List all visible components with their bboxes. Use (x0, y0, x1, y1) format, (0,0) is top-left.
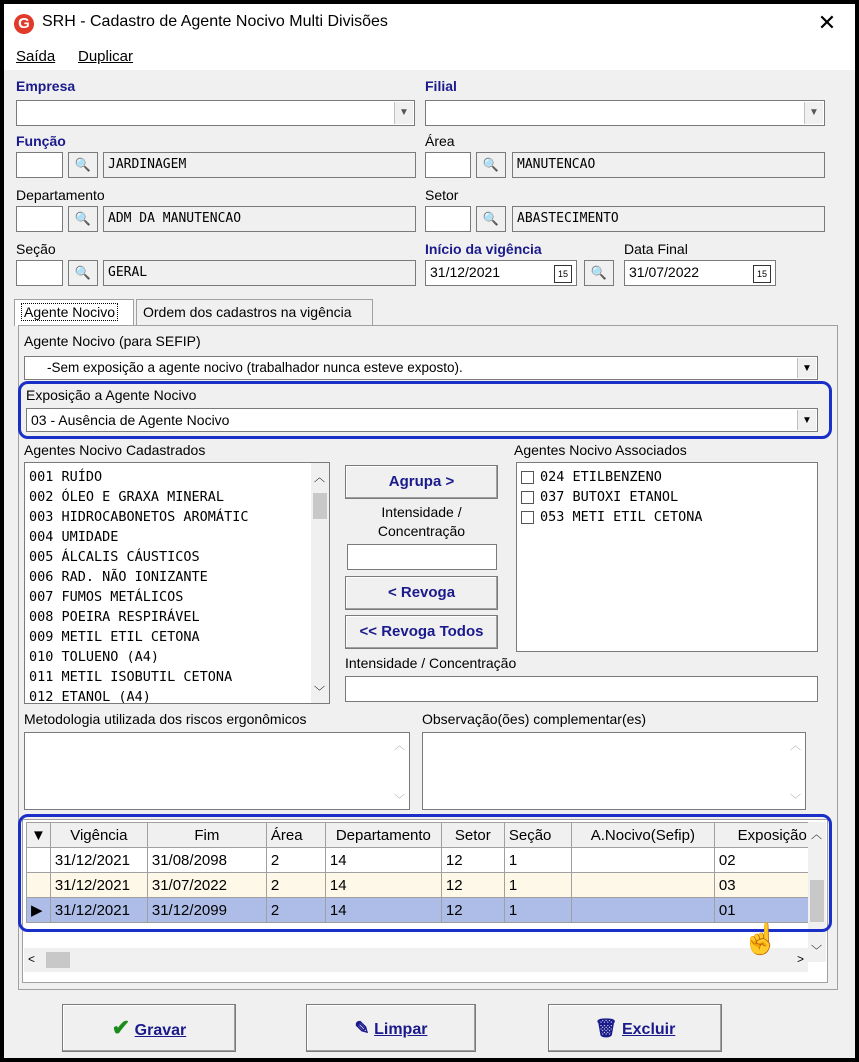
cell-secao[interactable]: 1 (504, 873, 571, 898)
metodologia-textarea[interactable] (24, 732, 410, 810)
grid-hscroll[interactable] (24, 948, 808, 972)
sefip-dropdown[interactable] (24, 356, 818, 380)
cadastrados-list[interactable] (24, 462, 330, 704)
row-indicator-header: ▼ (27, 823, 51, 848)
trash-icon: 🗑 (594, 1018, 618, 1038)
grid-header[interactable]: Exposição (714, 823, 811, 848)
cell-departamento[interactable]: 14 (325, 898, 441, 923)
list-item-label: 053 METI ETIL CETONA (540, 509, 703, 525)
grid-header[interactable]: Área (266, 823, 325, 848)
filial-dropdown[interactable] (425, 100, 825, 126)
inicio-vigencia-input[interactable] (425, 260, 577, 286)
intensidade2-label: Intensidade / Concentração (345, 655, 517, 671)
menu-duplicar[interactable]: Duplicar (78, 48, 134, 65)
tab-agente-nocivo[interactable] (14, 299, 134, 326)
list-item[interactable]: 001 RUÍDO (29, 469, 103, 485)
setor-description: ABASTECIMENTO (512, 206, 825, 232)
grid-header[interactable]: Fim (147, 823, 266, 848)
revoga-button[interactable]: < Revoga (345, 576, 498, 610)
cell-secao[interactable]: 1 (504, 898, 571, 923)
inicio-vigencia-value: 31/12/2021 (430, 264, 501, 280)
tab-agente-nocivo-label: Agente Nocivo (21, 303, 118, 321)
intensidade2-input[interactable] (345, 676, 818, 702)
chevron-up-icon[interactable]: ︿ (811, 829, 822, 841)
title-bar (4, 4, 855, 42)
gravar-button[interactable] (62, 1004, 236, 1052)
observacao-scrollbar[interactable] (787, 733, 805, 809)
binoculars-icon[interactable]: 🔍 (68, 260, 98, 286)
chevron-down-icon[interactable]: ▼ (797, 410, 816, 430)
empresa-label: Empresa (16, 78, 76, 94)
observacao-label: Observação(ões) complementar(es) (422, 711, 647, 727)
chevron-down-icon[interactable]: ▼ (804, 102, 823, 124)
checkbox[interactable] (521, 471, 534, 484)
app-logo-icon: G (14, 14, 34, 34)
calendar-icon[interactable]: 15 (554, 265, 572, 283)
limpar-label: Limpar (374, 1021, 428, 1038)
cadastrados-label: Agentes Nocivo Cadastrados (24, 442, 206, 458)
list-item[interactable] (517, 507, 817, 527)
chevron-up-icon[interactable]: ︿ (394, 740, 405, 752)
exposicao-highlight (18, 381, 832, 439)
cell-setor[interactable]: 12 (441, 898, 504, 923)
area-code-input[interactable] (425, 152, 471, 178)
cell-departamento[interactable]: 14 (325, 873, 441, 898)
list-item[interactable]: 011 METIL ISOBUTIL CETONA (29, 669, 233, 685)
cell-fim[interactable]: 31/12/2099 (147, 898, 266, 923)
binoculars-icon[interactable]: 🔍 (584, 260, 614, 286)
filial-label: Filial (425, 78, 457, 94)
empresa-dropdown[interactable] (16, 100, 415, 126)
cell-fim[interactable]: 31/08/2098 (147, 848, 266, 873)
list-item-label: 024 ETILBENZENO (540, 469, 662, 485)
grid-header[interactable]: Setor (441, 823, 504, 848)
cell-exposicao[interactable]: 02 (714, 848, 811, 873)
exposicao-value: 03 - Ausência de Agente Nocivo (31, 412, 230, 428)
data-final-value: 31/07/2022 (629, 264, 700, 280)
cadastrados-scrollbar[interactable] (311, 463, 329, 703)
sefip-value: -Sem exposição a agente nocivo (trabalhador nunca esteve exposto). (47, 360, 463, 375)
grid-header[interactable]: Vigência (50, 823, 147, 848)
row-pointer-icon: ▶ (27, 898, 51, 923)
chevron-right-icon[interactable]: > (796, 952, 804, 966)
list-item[interactable]: 012 ETANOL (A4) (29, 689, 151, 704)
cell-area[interactable]: 2 (266, 848, 325, 873)
hand-cursor-icon: ☝ (742, 923, 780, 956)
cell-vigencia[interactable]: 31/12/2021 (50, 848, 147, 873)
area-label: Área (425, 133, 455, 149)
data-final-label: Data Final (624, 241, 688, 257)
close-icon[interactable]: ✕ (817, 10, 837, 35)
grid-header[interactable]: Departamento (325, 823, 441, 848)
eraser-icon: ✎ (354, 1018, 370, 1038)
associados-label: Agentes Nocivo Associados (514, 442, 687, 458)
chevron-left-icon[interactable]: < (28, 952, 36, 966)
list-item[interactable]: 005 ÁLCALIS CÁUSTICOS (29, 549, 200, 565)
departamento-code-input[interactable] (16, 206, 63, 232)
grid-highlight (18, 814, 832, 932)
cell-setor[interactable]: 12 (441, 848, 504, 873)
cell-secao[interactable]: 1 (504, 848, 571, 873)
scroll-thumb[interactable] (313, 493, 327, 519)
chevron-down-icon[interactable]: ﹀ (314, 685, 325, 698)
exposicao-label: Exposição a Agente Nocivo (26, 387, 197, 403)
sefip-label: Agente Nocivo (para SEFIP) (24, 333, 201, 349)
metodologia-scrollbar[interactable] (391, 733, 409, 809)
chevron-down-icon[interactable]: ▼ (797, 358, 816, 378)
revoga-todos-button[interactable]: << Revoga Todos (345, 615, 498, 649)
menu-saida[interactable]: Saída (16, 48, 56, 65)
chevron-down-icon[interactable]: ﹀ (811, 945, 822, 957)
cell-fim[interactable]: 31/07/2022 (147, 873, 266, 898)
departamento-label: Departamento (16, 187, 105, 203)
chevron-down-icon[interactable]: ▼ (394, 102, 413, 124)
calendar-icon[interactable]: 15 (753, 265, 771, 283)
list-item[interactable]: 010 TOLUENO (A4) (29, 649, 160, 665)
cell-vigencia[interactable]: 31/12/2021 (50, 898, 147, 923)
checkbox[interactable] (521, 491, 534, 504)
list-item[interactable] (517, 467, 817, 487)
list-item[interactable]: 009 METIL ETIL CETONA (29, 629, 200, 645)
chevron-down-icon[interactable]: ﹀ (394, 794, 405, 806)
intensidade-input[interactable] (347, 544, 497, 570)
gravar-label: Gravar (134, 1022, 187, 1039)
agrupa-button[interactable]: Agrupa > (345, 465, 498, 499)
list-item[interactable]: 008 POEIRA RESPIRÁVEL (29, 609, 200, 625)
funcao-description: JARDINAGEM (103, 152, 416, 178)
cell-exposicao[interactable]: 01 (714, 898, 811, 923)
binoculars-icon[interactable]: 🔍 (68, 152, 98, 178)
inicio-vigencia-label: Início da vigência (425, 241, 542, 257)
binoculars-icon[interactable]: 🔍 (68, 206, 98, 232)
list-item[interactable]: 006 RAD. NÃO IONIZANTE (29, 569, 208, 585)
area-description: MANUTENCAO (512, 152, 825, 178)
cell-departamento[interactable]: 14 (325, 848, 441, 873)
secao-description: GERAL (103, 260, 416, 286)
departamento-description: ADM DA MANUTENCAO (103, 206, 416, 232)
chevron-up-icon[interactable]: ︿ (790, 740, 801, 752)
list-item[interactable]: 002 ÓLEO E GRAXA MINERAL (29, 489, 225, 505)
excluir-label: Excluir (621, 1021, 676, 1038)
grid-header[interactable]: Seção (504, 823, 571, 848)
list-item[interactable]: 004 UMIDADE (29, 529, 119, 545)
list-item[interactable]: 007 FUMOS METÁLICOS (29, 589, 184, 605)
window-title: SRH - Cadastro de Agente Nocivo Multi Divisões (42, 13, 388, 30)
cell-setor[interactable]: 12 (441, 873, 504, 898)
excluir-button[interactable] (548, 1004, 722, 1052)
checkmark-icon: ✔ (111, 1015, 131, 1040)
data-final-input[interactable] (624, 260, 776, 286)
list-item[interactable] (517, 487, 817, 507)
list-item[interactable]: 003 HIDROCABONETOS AROMÁTIC (29, 509, 249, 525)
grid-header[interactable]: A.Nocivo(Sefip) (571, 823, 714, 848)
scroll-thumb[interactable] (46, 952, 70, 968)
secao-code-input[interactable] (16, 260, 63, 286)
funcao-code-input[interactable] (16, 152, 63, 178)
chevron-down-icon[interactable]: ﹀ (790, 794, 801, 806)
cell-area[interactable]: 2 (266, 898, 325, 923)
cell-area[interactable]: 2 (266, 873, 325, 898)
intensidade-label: Intensidade / Concentração (377, 504, 466, 539)
chevron-up-icon[interactable]: ︿ (314, 471, 325, 484)
secao-label: Seção (16, 241, 56, 257)
tab-ordem-cadastros[interactable]: Ordem dos cadastros na vigência (136, 299, 373, 325)
limpar-button[interactable] (306, 1004, 476, 1052)
cell-exposicao[interactable]: 03 (714, 873, 811, 898)
associados-list[interactable] (516, 462, 818, 652)
funcao-label: Função (16, 133, 66, 149)
menu-bar (4, 42, 855, 70)
setor-label: Setor (425, 187, 459, 203)
list-item-label: 037 BUTOXI ETANOL (540, 489, 679, 505)
metodologia-label: Metodologia utilizada dos riscos ergonômicos (24, 711, 307, 727)
observacao-textarea[interactable] (422, 732, 806, 810)
binoculars-icon[interactable]: 🔍 (476, 206, 506, 232)
checkbox[interactable] (521, 511, 534, 524)
cell-vigencia[interactable]: 31/12/2021 (50, 873, 147, 898)
binoculars-icon[interactable]: 🔍 (476, 152, 506, 178)
setor-code-input[interactable] (425, 206, 471, 232)
